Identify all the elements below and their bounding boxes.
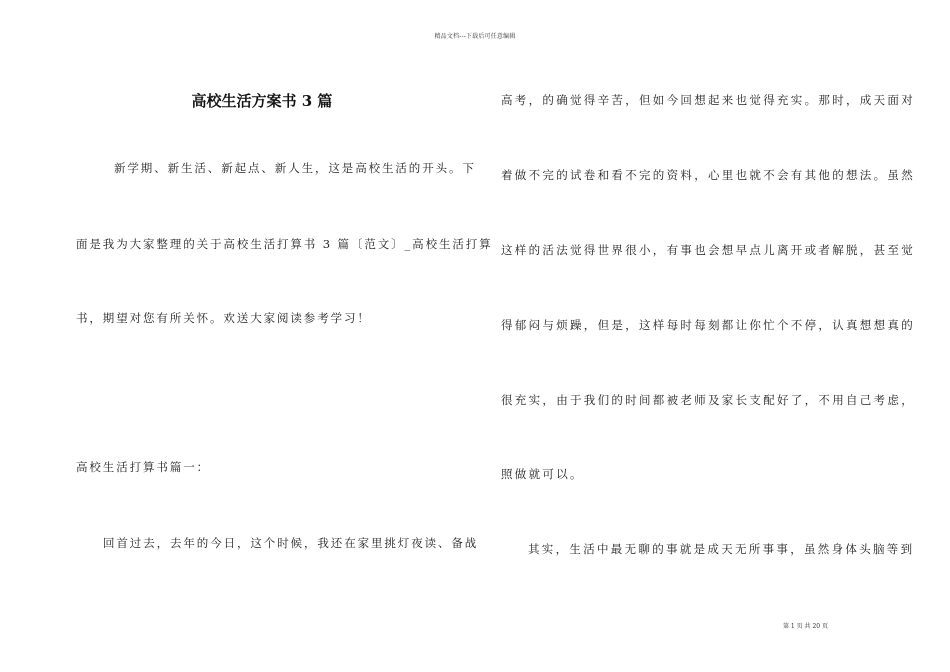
paragraph-line: 书，期望对您有所关怀。欢送大家阅读参考学习！	[76, 311, 371, 325]
section-heading: 高校生活打算书篇一：	[76, 460, 210, 474]
paragraph-line: 高考，的确觉得辛苦，但如今回想起来也觉得充实。那时，成天面对	[501, 93, 915, 107]
paragraph-line: 很充实，由于我们的时间都被老师及家长支配好了，不用自己考虑，	[501, 393, 915, 407]
paragraph-line: 面是我为大家整理的关于高校生活打算书 3 篇〔范文〕_高校生活打算	[76, 237, 493, 251]
paragraph-line: 着做不完的试卷和看不完的资料，心里也就不会有其他的想法。虽然	[501, 168, 915, 182]
paragraph-line: 照做就可以。	[501, 467, 584, 481]
paragraph-line: 得郁闷与烦躁，但是，这样每时每刻都让你忙个不停，认真想想真的	[501, 318, 915, 332]
document-title: 高校生活方案书 3 篇	[191, 92, 333, 110]
paragraph-line: 这样的活法觉得世界很小，有事也会想早点儿离开或者解脱，甚至觉	[501, 243, 915, 257]
paragraph-line: 其实，生活中最无聊的事就是成天无所事事，虽然身体头脑等到	[528, 542, 915, 556]
paragraph-line: 回首过去，去年的今日，这个时候，我还在家里挑灯夜读、备战	[103, 536, 479, 550]
page-header: 精品文档---下载后可任意编辑	[434, 33, 516, 40]
paragraph-line: 新学期、新生活、新起点、新人生，这是高校生活的开头。下	[114, 161, 476, 175]
page-number: 第 1 页 共 20 页	[783, 623, 828, 630]
